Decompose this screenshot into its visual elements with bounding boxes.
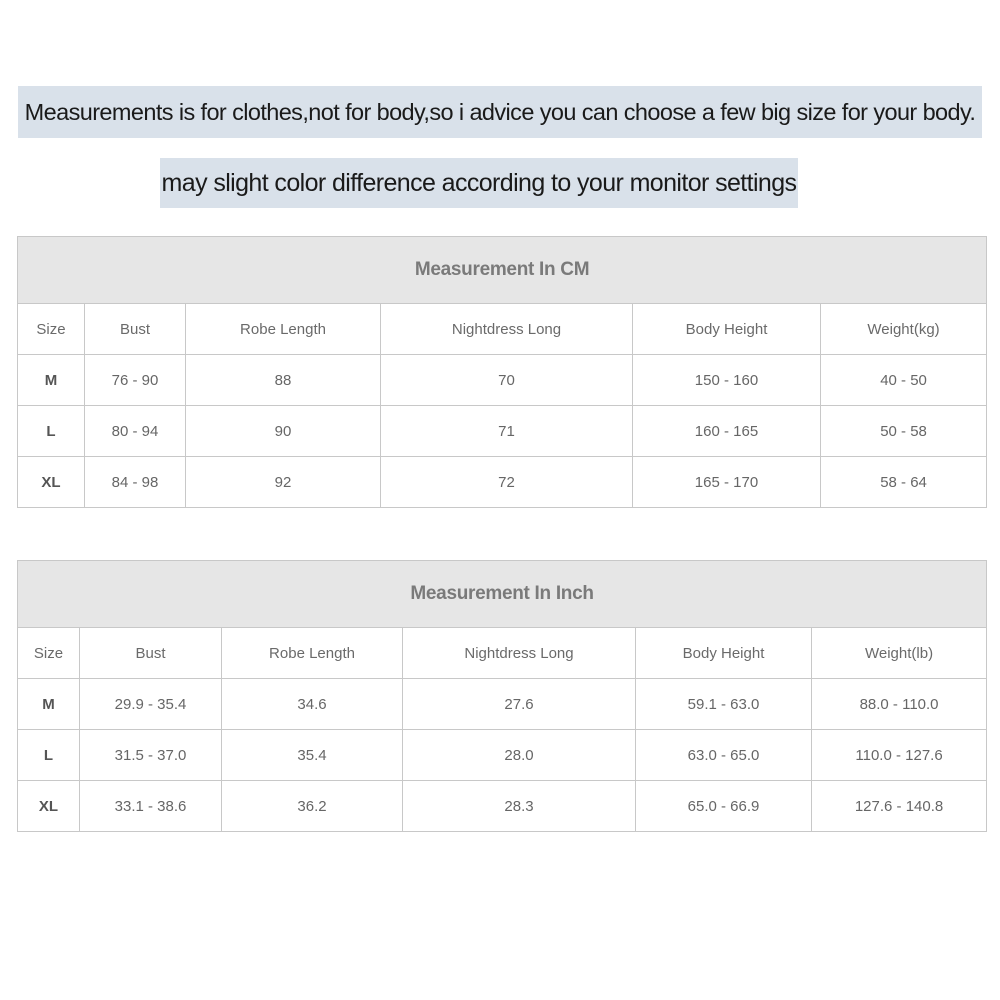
size-table-cm bbox=[17, 236, 987, 508]
notice-color-difference: may slight color difference according to your monitor settings bbox=[160, 158, 798, 208]
size-cell: M bbox=[18, 355, 85, 406]
table-header-row bbox=[18, 304, 987, 355]
size-cell: XL bbox=[18, 781, 80, 832]
table-caption: Measurement In Inch bbox=[18, 561, 987, 628]
column-header-nightdress-long: Nightdress Long bbox=[381, 304, 633, 355]
column-header-bust: Bust bbox=[80, 628, 222, 679]
weight-cell: 127.6 - 140.8 bbox=[812, 781, 987, 832]
table-header-row bbox=[18, 628, 987, 679]
bust-cell: 29.9 - 35.4 bbox=[80, 679, 222, 730]
size-cell: L bbox=[18, 406, 85, 457]
table-row bbox=[18, 457, 987, 508]
column-header-bust: Bust bbox=[85, 304, 186, 355]
body-height-cell: 150 - 160 bbox=[633, 355, 821, 406]
robe-length-cell: 35.4 bbox=[222, 730, 403, 781]
table-row bbox=[18, 781, 987, 832]
bust-cell: 33.1 - 38.6 bbox=[80, 781, 222, 832]
column-header-robe-length: Robe Length bbox=[222, 628, 403, 679]
column-header-weight: Weight(lb) bbox=[812, 628, 987, 679]
column-header-body-height: Body Height bbox=[636, 628, 812, 679]
column-header-robe-length: Robe Length bbox=[186, 304, 381, 355]
table-caption-row bbox=[18, 237, 987, 304]
weight-cell: 110.0 - 127.6 bbox=[812, 730, 987, 781]
column-header-size: Size bbox=[18, 628, 80, 679]
weight-cell: 58 - 64 bbox=[821, 457, 987, 508]
notice-measurement-disclaimer: Measurements is for clothes,not for body,so i advice you can choose a few big size for your body. bbox=[18, 86, 982, 138]
weight-cell: 50 - 58 bbox=[821, 406, 987, 457]
column-header-nightdress-long: Nightdress Long bbox=[403, 628, 636, 679]
body-height-cell: 59.1 - 63.0 bbox=[636, 679, 812, 730]
nightdress-long-cell: 27.6 bbox=[403, 679, 636, 730]
nightdress-long-cell: 28.0 bbox=[403, 730, 636, 781]
table-caption-row bbox=[18, 561, 987, 628]
table-row bbox=[18, 679, 987, 730]
robe-length-cell: 34.6 bbox=[222, 679, 403, 730]
table-row bbox=[18, 406, 987, 457]
nightdress-long-cell: 72 bbox=[381, 457, 633, 508]
robe-length-cell: 88 bbox=[186, 355, 381, 406]
bust-cell: 80 - 94 bbox=[85, 406, 186, 457]
size-table-inch bbox=[17, 560, 987, 832]
table-row bbox=[18, 730, 987, 781]
robe-length-cell: 92 bbox=[186, 457, 381, 508]
body-height-cell: 65.0 - 66.9 bbox=[636, 781, 812, 832]
nightdress-long-cell: 70 bbox=[381, 355, 633, 406]
bust-cell: 31.5 - 37.0 bbox=[80, 730, 222, 781]
column-header-body-height: Body Height bbox=[633, 304, 821, 355]
robe-length-cell: 90 bbox=[186, 406, 381, 457]
bust-cell: 84 - 98 bbox=[85, 457, 186, 508]
bust-cell: 76 - 90 bbox=[85, 355, 186, 406]
column-header-size: Size bbox=[18, 304, 85, 355]
size-cell: XL bbox=[18, 457, 85, 508]
nightdress-long-cell: 28.3 bbox=[403, 781, 636, 832]
weight-cell: 88.0 - 110.0 bbox=[812, 679, 987, 730]
nightdress-long-cell: 71 bbox=[381, 406, 633, 457]
weight-cell: 40 - 50 bbox=[821, 355, 987, 406]
body-height-cell: 165 - 170 bbox=[633, 457, 821, 508]
size-cell: L bbox=[18, 730, 80, 781]
body-height-cell: 63.0 - 65.0 bbox=[636, 730, 812, 781]
table-caption: Measurement In CM bbox=[18, 237, 987, 304]
robe-length-cell: 36.2 bbox=[222, 781, 403, 832]
body-height-cell: 160 - 165 bbox=[633, 406, 821, 457]
table-row bbox=[18, 355, 987, 406]
column-header-weight: Weight(kg) bbox=[821, 304, 987, 355]
size-cell: M bbox=[18, 679, 80, 730]
